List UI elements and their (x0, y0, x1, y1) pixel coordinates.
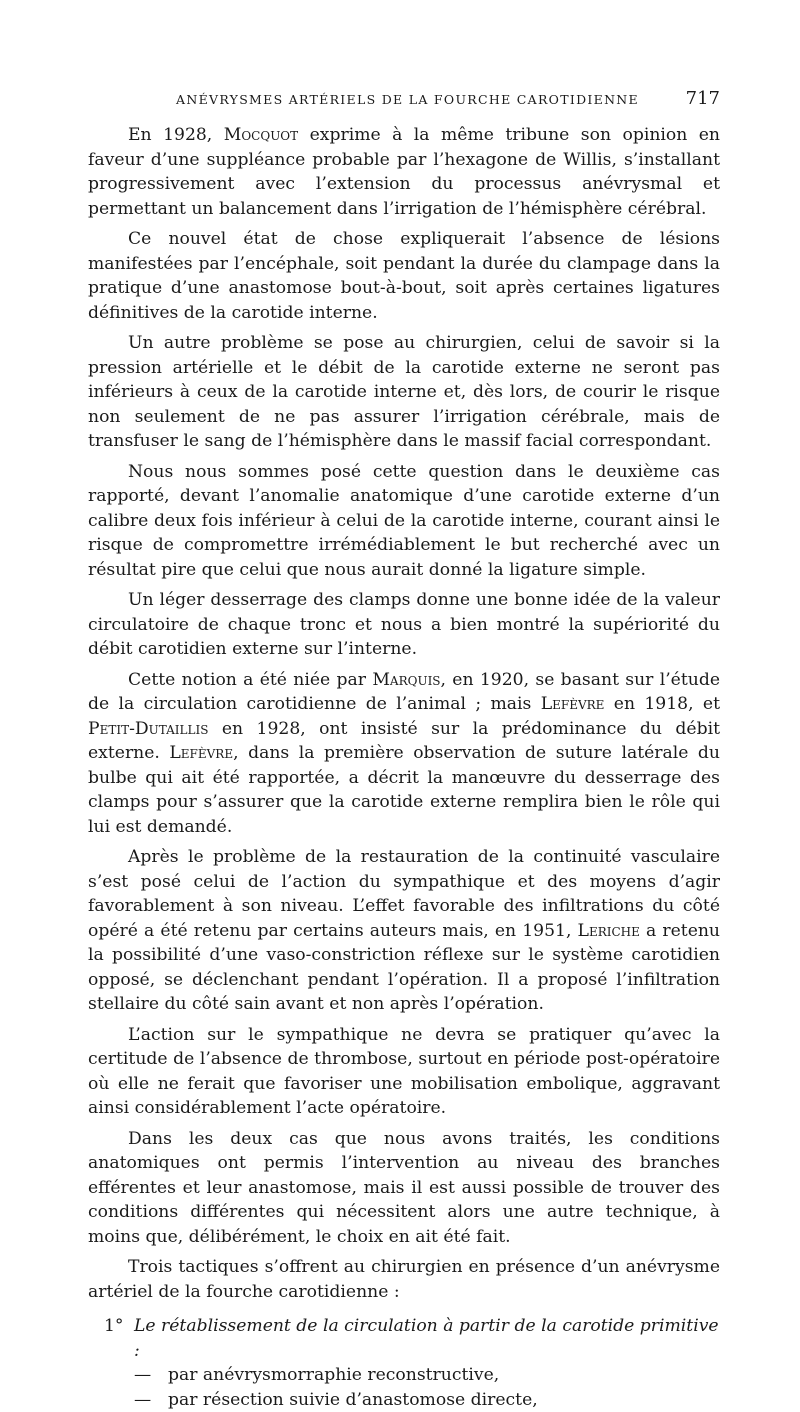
author-name: Leriche (578, 921, 640, 941)
sub-item-1 (88, 1363, 720, 1388)
sub-item-text: par anévrysmorraphie reconstructive, (168, 1363, 499, 1388)
author-name: Petit-Dutaillis (88, 719, 208, 739)
numbered-item-1 (88, 1314, 720, 1363)
paragraph-3: Un autre problème se pose au chirurgien, celui de savoir si la pression artérielle et le débit de la carotide externe ne seront pas inférieurs à ceux de la carotide interne et, dès lors, de courir le risque non seulement de ne pas assurer l’irrigation cérébrale, mais de transfuser le sang de l’hémisphère dans le massif facial correspondant. (88, 331, 720, 454)
dash-marker: — (134, 1388, 168, 1412)
paragraph-10: Trois tactiques s’offrent au chirurgien en présence d’un anévrysme artériel de la fourche carotidienne : (88, 1255, 720, 1304)
sub-item-text: par résection suivie d’anastomose directe, (168, 1388, 538, 1412)
page-number: 717 (686, 88, 720, 109)
author-name: Mocquot (224, 125, 298, 145)
paragraph-9: Dans les deux cas que nous avons traités, les conditions anatomiques ont permis l’intervention au niveau des branches efférentes et leur anastomose, mais il est aussi possible de trouver des conditions différentes qui nécessitent alors une autre technique, à moins que, délibérément, le choix en ait été fait. (88, 1127, 720, 1250)
document-page (88, 88, 720, 1412)
author-name: Lefèvre (169, 743, 233, 763)
paragraph-1: En 1928, Mocquot exprime à la même tribune son opinion en faveur d’une suppléance probable par l’hexagone de Willis, s’installant progressivement avec l’extension du processus anévrysmal et permettant un balancement dans l’irrigation de l’hémisphère cérébral. (88, 123, 720, 221)
paragraph-8: L’action sur le sympathique ne devra se pratiquer qu’avec la certitude de l’absence de thrombose, surtout en période post-opératoire où elle ne ferait que favoriser une mobilisation embolique, aggravant ainsi considérablement l’acte opératoire. (88, 1023, 720, 1121)
page-header (88, 88, 720, 109)
author-name: Lefèvre (541, 694, 605, 714)
paragraph-4: Nous nous sommes posé cette question dans le deuxième cas rapporté, devant l’anomalie anatomique d’une carotide externe d’un calibre deux fois inférieur à celui de la carotide interne, courant ainsi le risque de compromettre irrémédiablement le but recherché avec un résultat pire que celui que nous aurait donné la ligature simple. (88, 460, 720, 583)
author-name: Marquis (372, 670, 440, 690)
dash-marker: — (134, 1363, 168, 1388)
item-heading: Le rétablissement de la circulation à partir de la carotide primitive : (134, 1314, 720, 1363)
paragraph-2: Ce nouvel état de chose expliquerait l’absence de lésions manifestées par l’encéphale, soit pendant la durée du clampage dans la pratique d’une anastomose bout-à-bout, soit après certaines ligatures définitives de la carotide interne. (88, 227, 720, 325)
paragraph-6: Cette notion a été niée par Marquis, en 1920, se basant sur l’étude de la circulation carotidienne de l’animal ; mais Lefèvre en 1918, et Petit-Dutaillis en 1928, ont insisté sur la prédominance du débit externe. Lefèvre, dans la première observation de suture latérale du bulbe qui ait été rapportée, a décrit la manœuvre du desserrage des clamps pour s’assurer que la carotide externe remplira bien le rôle qui lui est demandé. (88, 668, 720, 840)
running-head: ANÉVRYSMES ARTÉRIELS DE LA FOURCHE CAROTIDIENNE (176, 92, 639, 107)
sub-item-2 (88, 1388, 720, 1412)
paragraph-5: Un léger desserrage des clamps donne une bonne idée de la valeur circulatoire de chaque tronc et nous a bien montré la supériorité du débit carotidien externe sur l’interne. (88, 588, 720, 662)
item-number: 1° (88, 1314, 134, 1363)
paragraph-7: Après le problème de la restauration de la continuité vasculaire s’est posé celui de l’action du sympathique et des moyens d’agir favorablement à son niveau. L’effet favorable des infiltrations du côté opéré a été retenu par certains auteurs mais, en 1951, Leriche a retenu la possibilité d’une vaso-constriction réflexe sur le système carotidien opposé, se déclenchant pendant l’opération. Il a proposé l’infiltration stellaire du côté sain avant et non après l’opération. (88, 845, 720, 1017)
